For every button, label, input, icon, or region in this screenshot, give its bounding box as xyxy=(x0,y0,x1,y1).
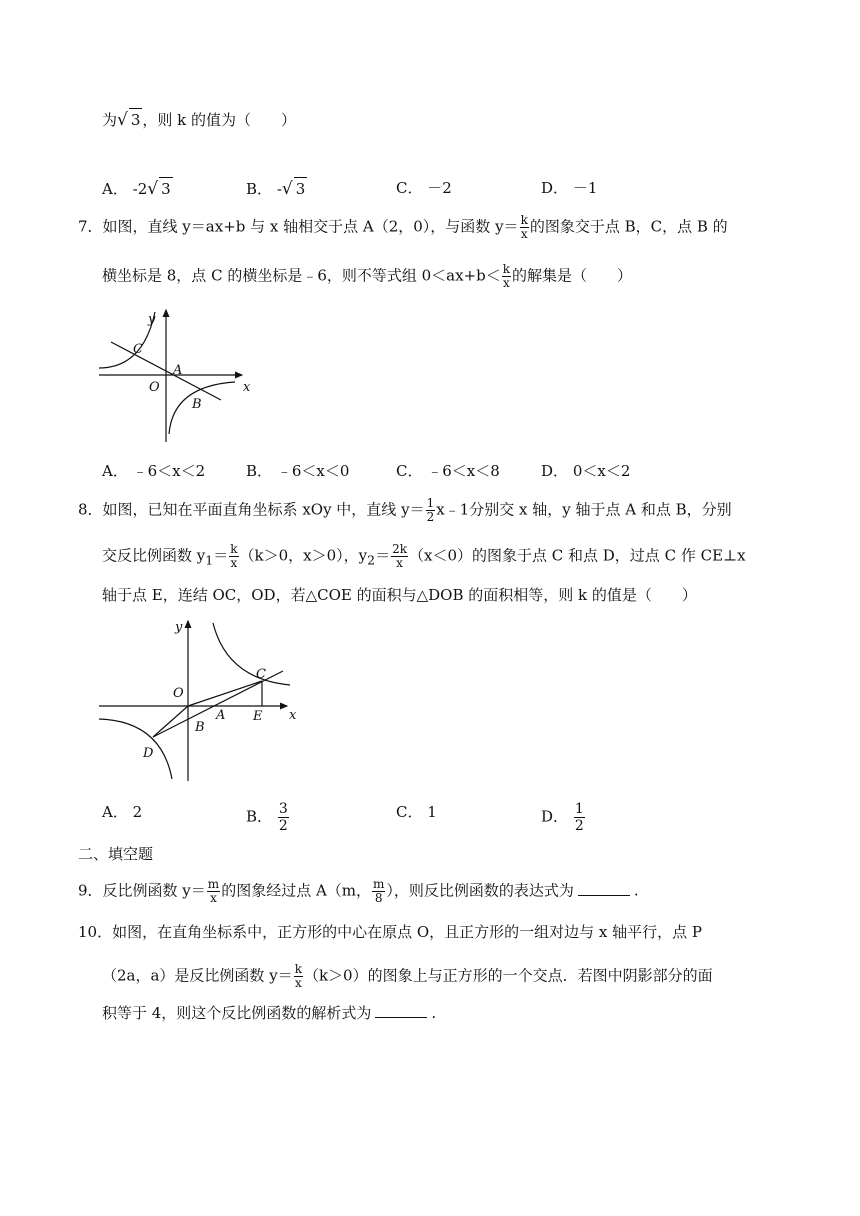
segment-oc xyxy=(188,681,262,706)
q8-stem-line3: 轴于点 E，连结 OC，OD，若△COE 的面积与△DOB 的面积相等，则 k 的值是（ ） xyxy=(102,586,697,604)
fraction: $\frac{1}{2}$ xyxy=(574,801,584,834)
q8-figure xyxy=(95,615,300,785)
fraction: $\frac{k}{x}$ xyxy=(520,213,528,241)
point-b-label: B xyxy=(195,720,205,735)
q6-option-c[interactable]: C． －2 xyxy=(396,179,452,197)
hyperbola-y1-branch xyxy=(213,623,290,685)
q8-stem-line2: 交反比例函数 $y_1=$ $\frac{k}{x}$ （k＞0，x＞0），$y_2=$ $\frac{2k}{x}$ （x＜0）的图象于点 C 和点 D，过点 C 作 CE⊥x xyxy=(102,542,746,570)
point-b-label: B xyxy=(192,397,202,412)
answer-blank[interactable] xyxy=(578,881,630,896)
q8-stem-line1: 8．如图，已知在平面直角坐标系 xOy 中，直线 y＝ $\frac{1}{2}$ x﹣1分别交 x 轴，y 轴于点 A 和点 B，分别 xyxy=(78,496,732,524)
q6-stem-tail: 为√ 3 ，则 k 的值为（ ） xyxy=(102,110,297,130)
answer-blank[interactable] xyxy=(375,1003,427,1018)
origin-label: O xyxy=(149,380,160,395)
fraction: $\frac{m}{8}$ xyxy=(373,877,385,905)
point-a-label: A xyxy=(216,708,226,723)
q8-option-d[interactable]: D． $\frac{1}{2}$ xyxy=(541,801,584,834)
fraction: $\frac{2k}{x}$ xyxy=(392,542,407,570)
q10-stem-line1: 10．如图，在直角坐标系中，正方形的中心在原点 O，且正方形的一组对边与 x 轴平行，点 P xyxy=(78,923,703,941)
fraction: $\frac{k}{x}$ xyxy=(294,962,302,990)
q8-option-a[interactable]: A． 2 xyxy=(102,803,143,821)
point-a-label: A xyxy=(173,363,183,378)
q7-figure xyxy=(95,304,255,446)
hyperbola-y2-branch xyxy=(99,719,172,779)
fraction: $\frac{1}{2}$ xyxy=(426,496,435,524)
q7-stem-line2: 横坐标是 8，点 C 的横坐标是﹣6，则不等式组 0＜ax+b＜ $\frac{k}{x}$ 的解集是（ ） xyxy=(102,262,633,290)
point-c-label: C xyxy=(133,342,143,357)
origin-label: O xyxy=(173,686,184,701)
q7-option-c[interactable]: C． ﹣6＜x＜8 xyxy=(396,462,500,480)
point-e-label: E xyxy=(253,709,263,724)
x-label: x xyxy=(243,380,251,395)
hyperbola-left-branch xyxy=(99,312,155,368)
x-label: x xyxy=(289,708,297,723)
q10-stem-line2: （2a，a）是反比例函数 y＝ $\frac{k}{x}$ （k＞0）的图象上与正方形的一个交点．若图中阴影部分的面 xyxy=(102,962,713,990)
point-c-label: C xyxy=(256,667,266,682)
fraction: $\frac{k}{x}$ xyxy=(502,262,511,290)
q6-option-b[interactable]: B． -√ 3 xyxy=(246,179,306,199)
q7-stem-line1: 7．如图，直线 y＝ax+b 与 x 轴相交于点 A（2，0），与函数 y＝ $\frac{k}{x}$ 的图象交于点 B，C，点 B 的 xyxy=(78,213,728,241)
q7-option-a[interactable]: A． ﹣6＜x＜2 xyxy=(102,462,206,480)
q8-option-b[interactable]: B． $\frac{3}{2}$ xyxy=(246,801,288,834)
fraction: $\frac{3}{2}$ xyxy=(278,801,288,834)
q7-option-b[interactable]: B． ﹣6＜x＜0 xyxy=(246,462,350,480)
section-heading: 二、填空题 xyxy=(78,845,154,863)
q6-option-d[interactable]: D． －1 xyxy=(541,179,598,197)
q9-stem: 9．反比例函数 y＝ $\frac{m}{x}$ 的图象经过点 A（m， $\frac{m}{8}$ ），则反比例函数的表达式为 . xyxy=(78,877,639,905)
q10-stem-line3: 积等于 4，则这个反比例函数的解析式为 . xyxy=(102,1004,437,1022)
fraction: $\frac{k}{x}$ xyxy=(230,542,238,570)
y-label: y xyxy=(148,312,156,327)
fraction: $\frac{m}{x}$ xyxy=(207,877,220,905)
y-label: y xyxy=(175,620,183,635)
q8-option-c[interactable]: C． 1 xyxy=(396,803,437,821)
q6-option-a[interactable]: A． -2√ 3 xyxy=(102,179,171,199)
q7-option-d[interactable]: D． 0＜x＜2 xyxy=(541,462,631,480)
point-d-label: D xyxy=(143,746,154,761)
